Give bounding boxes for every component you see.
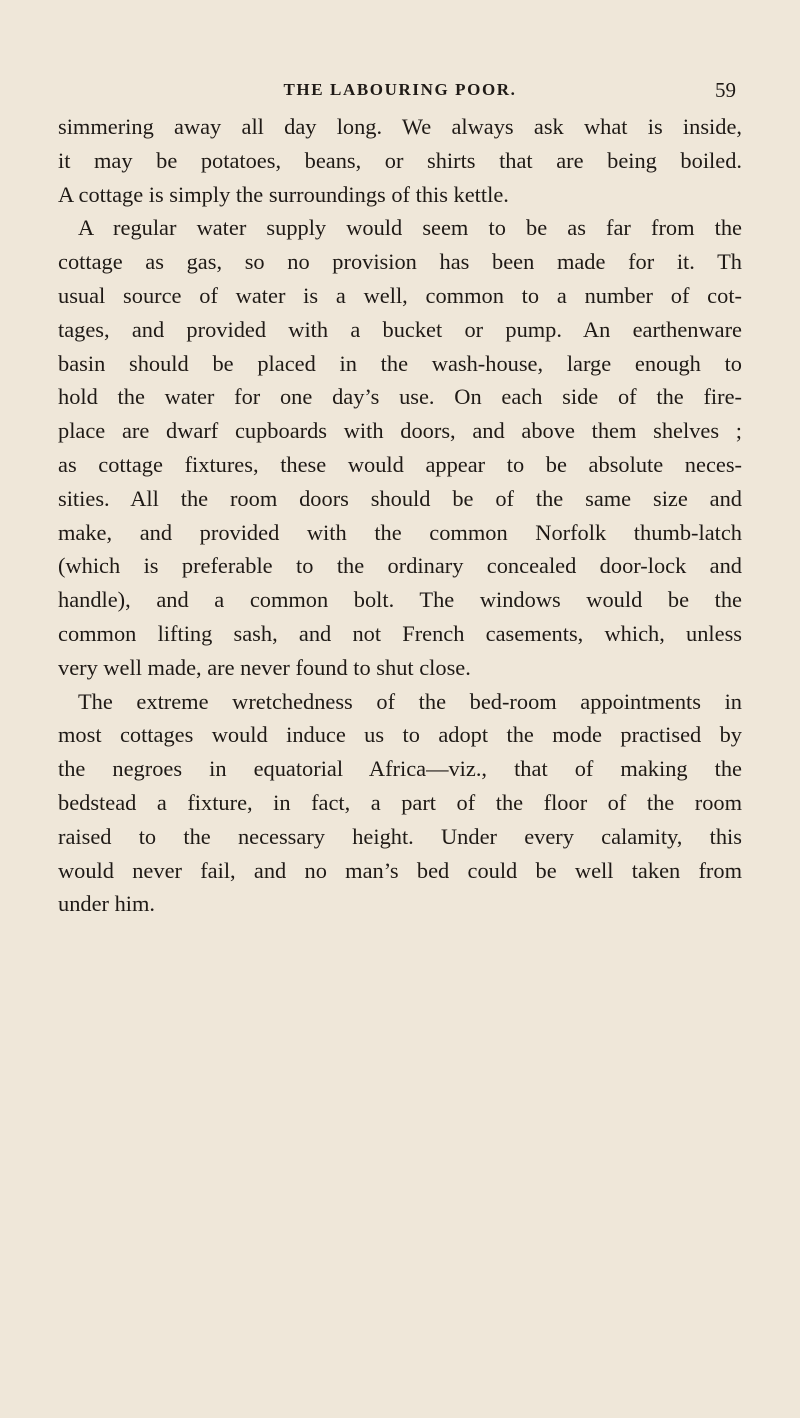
- text-line: A cottage is simply the surroundings of this kettle.: [58, 181, 509, 207]
- body-text: [58, 110, 742, 921]
- text-line: cottage as gas, so no provision has been made for it. Th: [58, 249, 742, 275]
- text-line: The extreme wretchedness of the bed-room appointments in: [78, 688, 742, 714]
- text-line: bedstead a fixture, in fact, a part of the floor of the room: [58, 789, 742, 815]
- text-line: make, and provided with the common Norfolk thumb-latch: [58, 519, 742, 545]
- text-line: handle), and a common bolt. The windows would be the: [58, 587, 742, 613]
- text-line: sities. All the room doors should be of the same size and: [58, 485, 742, 511]
- text-line: the negroes in equatorial Africa—viz., that of making the: [58, 756, 742, 782]
- text-line: simmering away all day long. We always ask what is inside,: [58, 114, 742, 139]
- text-line: very well made, are never found to shut close.: [58, 654, 471, 680]
- text-line: common lifting sash, and not French casements, which, unless: [58, 620, 742, 646]
- text-line: under him.: [58, 891, 156, 917]
- text-line: hold the water for one day’s use. On each side of the fire-: [58, 384, 742, 410]
- text-line: most cottages would induce us to adopt the mode practised by: [58, 722, 742, 748]
- text-line: basin should be placed in the wash-house, large enough to: [58, 350, 742, 376]
- text-line: it may be potatoes, beans, or shirts that are being boiled.: [58, 147, 742, 173]
- text-line: would never fail, and no man’s bed could be well taken from: [58, 857, 742, 883]
- text-line: raised to the necessary height. Under every calamity, this: [58, 823, 742, 849]
- text-line: (which is preferable to the ordinary concealed door-lock and: [58, 553, 742, 579]
- text-line: A regular water supply would seem to be as far from the: [78, 215, 742, 241]
- text-line: usual source of water is a well, common to a number of cot-: [58, 282, 742, 308]
- text-line: tages, and provided with a bucket or pump. An earthenware: [58, 316, 742, 342]
- page-number: 59: [715, 78, 736, 102]
- text-line: as cottage fixtures, these would appear to be absolute neces-: [58, 451, 742, 477]
- text-line: place are dwarf cupboards with doors, and above them shelves ;: [58, 418, 742, 444]
- running-head: THE LABOURING POOR.: [283, 80, 517, 99]
